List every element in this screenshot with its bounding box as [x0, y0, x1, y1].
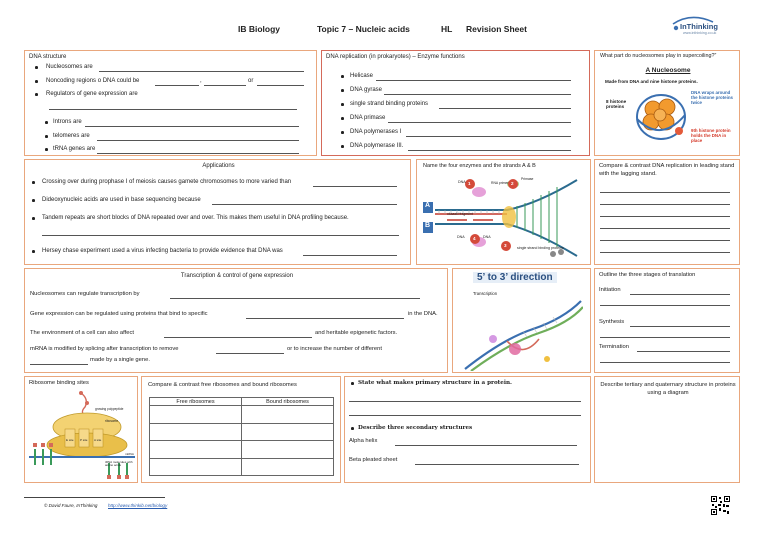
- transcription-diagram: [463, 299, 583, 371]
- ribosome-label: ribosome: [105, 419, 119, 423]
- replication-fork-diagram: [417, 172, 591, 264]
- answer-line[interactable]: [406, 136, 571, 137]
- nucleosomes-label: Nucleosomes are: [46, 64, 93, 70]
- answer-line[interactable]: [600, 240, 730, 241]
- bullet: [45, 121, 48, 124]
- histone-label: 8 histone proteins: [606, 99, 627, 110]
- answer-line[interactable]: [349, 415, 581, 416]
- transcription-line3-end: and heritable epigenetic factors.: [315, 330, 398, 336]
- replication-title: DNA replication (in prokaryotes) – Enzyme functions: [326, 54, 465, 60]
- answer-cell[interactable]: [242, 458, 334, 476]
- bullet: [35, 66, 38, 69]
- transcription-line5: made by a single gene.: [90, 357, 150, 363]
- tertiary-box: [594, 376, 740, 483]
- dna-structure-title: DNA structure: [29, 54, 67, 60]
- alpha-helix-label: Alpha helix: [349, 438, 378, 444]
- app-crossing-over: Crossing over during prophase I of meiosis causes gamete chromosomes to more varied than: [42, 179, 292, 185]
- diagram-label: DNA: [457, 235, 465, 239]
- dna-wraps-label: DNA wraps around the histone proteins twice: [691, 90, 733, 105]
- footer-link[interactable]: http://www.thinkib.net/biology: [108, 503, 168, 508]
- translation-box: [594, 268, 740, 373]
- enzyme-number-2: 2: [511, 181, 514, 186]
- answer-line[interactable]: [313, 186, 397, 187]
- footer-rule: [24, 497, 165, 498]
- answer-line[interactable]: [49, 109, 297, 110]
- bullet: [45, 135, 48, 138]
- topic-title: Topic 7 – Nucleic acids: [317, 24, 410, 34]
- diagram-label: DNA: [458, 180, 466, 184]
- ribosomes-compare-title: Compare & contrast free ribosomes and bound ribosomes: [148, 382, 297, 388]
- answer-line[interactable]: [97, 140, 299, 141]
- primary-structure-question: State what makes primary structure in a protein.: [358, 380, 512, 386]
- answer-line[interactable]: [637, 351, 730, 352]
- applications-title: Applications: [202, 163, 235, 169]
- answer-line[interactable]: [600, 337, 730, 338]
- answer-line[interactable]: [600, 305, 730, 306]
- nucleosome-title: A Nucleosome: [645, 67, 691, 74]
- answer-line[interactable]: [384, 94, 571, 95]
- answer-cell[interactable]: [150, 423, 242, 441]
- ribosome-title: Ribosome binding sites: [29, 380, 89, 386]
- diagram-label: single strand binding proteins: [517, 246, 564, 250]
- direction-box: [452, 268, 591, 373]
- bullet: [45, 148, 48, 151]
- applications-box: [24, 159, 411, 265]
- bullet: [341, 145, 344, 148]
- diagram-label: DNA: [483, 235, 491, 239]
- column-header: Free ribosomes: [150, 398, 242, 406]
- bullet: [341, 103, 344, 106]
- bullet: [351, 427, 354, 430]
- footer-credit: © David Faure, InThinking: [44, 503, 98, 508]
- stage-termination: Termination: [599, 344, 629, 350]
- nucleosome-subtitle: Made from DNA and nine histone proteins.: [605, 79, 698, 84]
- bullet: [32, 199, 35, 202]
- bullet: [341, 117, 344, 120]
- answer-line[interactable]: [600, 216, 730, 217]
- answer-line[interactable]: [600, 192, 730, 193]
- answer-line[interactable]: [630, 326, 730, 327]
- tertiary-title: Describe tertiary and quaternary structure in proteins using a diagram: [600, 382, 736, 397]
- protein-structure-box: [344, 376, 591, 483]
- ssb-label: single strand binding proteins: [350, 101, 429, 107]
- answer-line[interactable]: [97, 153, 299, 154]
- regulators-label: Regulators of gene expression are: [46, 91, 138, 97]
- enzyme-number-1: 1: [468, 181, 471, 186]
- subject-title: IB Biology: [238, 24, 281, 34]
- answer-line[interactable]: [204, 85, 246, 86]
- answer-cell[interactable]: [150, 441, 242, 459]
- bullet: [35, 80, 38, 83]
- transcription-title: Transcription & control of gene expression: [180, 273, 294, 279]
- ribosome-label: growing polypeptide: [95, 407, 124, 411]
- answer-cell[interactable]: [242, 423, 334, 441]
- noncoding-sep2: or: [248, 78, 254, 84]
- answer-line[interactable]: [246, 318, 404, 319]
- introns-label: Introns are: [53, 119, 82, 125]
- noncoding-label: Noncoding regions o DNA could be: [46, 78, 140, 84]
- stage-synthesis: Synthesis: [599, 319, 625, 325]
- transcription-caption: Transcription: [473, 291, 498, 296]
- strand-b-label: B: [425, 222, 431, 229]
- bullet: [341, 89, 344, 92]
- direction-title: 5’ to 3’ direction: [473, 272, 557, 283]
- transcription-line4-start: mRNA is modified by splicing after transcription to remove: [30, 346, 179, 352]
- ribosome-box: [24, 376, 138, 483]
- answer-line[interactable]: [630, 294, 730, 295]
- sheet-title: Revision Sheet: [466, 24, 527, 34]
- column-header: Bound ribosomes: [242, 398, 334, 406]
- answer-line[interactable]: [30, 364, 88, 365]
- telomeres-label: telomeres are: [53, 133, 90, 139]
- diagram-label: RNA primer: [491, 181, 509, 185]
- helicase-label: Helicase: [350, 73, 374, 79]
- answer-line[interactable]: [257, 85, 304, 86]
- answer-line[interactable]: [349, 401, 581, 402]
- nucleosome-diagram: [633, 89, 689, 145]
- transcription-line3-start: The environment of a cell can also affect: [30, 330, 134, 336]
- nucleosome-question: What part do nucleosomes play in supercoiling?”: [600, 53, 717, 59]
- bullet: [32, 250, 35, 253]
- answer-line[interactable]: [439, 108, 571, 109]
- transcription-box: [24, 268, 448, 373]
- bullet: [32, 181, 35, 184]
- pol1-label: DNA polymerases I: [350, 129, 402, 135]
- answer-line[interactable]: [600, 228, 730, 229]
- ribosome-label: A site: [94, 438, 102, 442]
- ribosomes-compare-box: [141, 376, 341, 483]
- logo-text: InThinking: [680, 22, 718, 31]
- transcription-line4-end: or to increase the number of different: [287, 346, 382, 352]
- logo-url: www.inthinking.co.uk: [683, 31, 717, 35]
- bullet: [341, 131, 344, 134]
- answer-line[interactable]: [155, 85, 199, 86]
- answer-line[interactable]: [415, 464, 579, 465]
- bullet: [341, 75, 344, 78]
- inthinking-logo: [667, 14, 727, 38]
- answer-cell[interactable]: [242, 406, 334, 424]
- strand-a-label: A: [425, 202, 431, 209]
- answer-line[interactable]: [212, 204, 397, 205]
- answer-line[interactable]: [164, 337, 312, 338]
- leading-lagging-box: [594, 159, 740, 265]
- enzymes-box: [416, 159, 591, 265]
- gyrase-label: DNA gyrase: [350, 87, 383, 93]
- ribosome-label: tRNA molecules with amino acids: [105, 460, 133, 468]
- ribosome-label: E site: [66, 438, 74, 442]
- nucleosome-box: [594, 50, 740, 156]
- noncoding-sep1: ,: [200, 78, 202, 84]
- app-dideoxy: Dideoxynucleic acids are used in base sequencing because: [42, 197, 201, 203]
- answer-line[interactable]: [42, 235, 399, 236]
- diagram-label: Primase: [521, 177, 534, 181]
- answer-line[interactable]: [170, 298, 420, 299]
- answer-line[interactable]: [99, 71, 304, 72]
- app-hershey: Hersey chase experiment used a virus infecting bacteria to provide evidence that DNA was: [42, 248, 283, 254]
- answer-line[interactable]: [600, 252, 730, 253]
- secondary-structure-question: Describe three secondary structures: [358, 425, 473, 431]
- transcription-line2-start: Gene expression can be regulated using proteins that bind to specific: [30, 311, 208, 317]
- app-tandem: Tandem repeats are short blocks of DNA repeated over and over. This makes them useful in DNA profiling because.: [42, 215, 349, 221]
- bullet: [32, 217, 35, 220]
- answer-line[interactable]: [408, 150, 571, 151]
- dna-structure-box: [24, 50, 317, 156]
- replication-box: [321, 50, 590, 156]
- answer-cell[interactable]: [150, 406, 242, 424]
- enzyme-number-4: 4: [473, 236, 476, 241]
- beta-sheet-label: Beta pleated sheet: [349, 457, 398, 463]
- bullet: [351, 382, 354, 385]
- answer-line[interactable]: [376, 80, 571, 81]
- enzymes-title: Name the four enzymes and the strands A & B: [423, 163, 536, 169]
- diagram-label: okazaki fragment: [447, 212, 473, 216]
- answer-line[interactable]: [388, 122, 571, 123]
- transcription-line2-end: in the DNA.: [408, 311, 438, 317]
- pol3-label: DNA polymerase III.: [350, 143, 404, 149]
- primase-label: DNA primase: [350, 115, 386, 121]
- answer-cell[interactable]: [150, 458, 242, 476]
- enzyme-number-3: 3: [504, 243, 507, 248]
- answer-line[interactable]: [303, 255, 397, 256]
- level-label: HL: [441, 24, 453, 34]
- trna-label: tRNA genes are: [53, 146, 96, 152]
- ribosome-label: mRNA: [125, 452, 134, 456]
- qr-code-icon: [711, 496, 730, 515]
- transcription-line1: Nucleosomes can regulate transcription by: [30, 291, 140, 297]
- leading-lagging-title: Compare & contrast DNA replication in leading stand with the lagging stand.: [599, 163, 735, 177]
- answer-line[interactable]: [216, 353, 284, 354]
- ribosomes-table: [149, 397, 334, 476]
- answer-line[interactable]: [395, 445, 577, 446]
- answer-cell[interactable]: [242, 441, 334, 459]
- answer-line[interactable]: [600, 362, 730, 363]
- answer-line[interactable]: [85, 126, 299, 127]
- ninth-histone-label: 9th histone protein holds the DNA in place: [691, 128, 731, 143]
- ribosome-label: P site: [80, 438, 88, 442]
- answer-line[interactable]: [600, 204, 730, 205]
- bullet: [35, 93, 38, 96]
- translation-title: Outline the three stages of translation: [599, 272, 696, 278]
- stage-initiation: Initiation: [599, 287, 621, 293]
